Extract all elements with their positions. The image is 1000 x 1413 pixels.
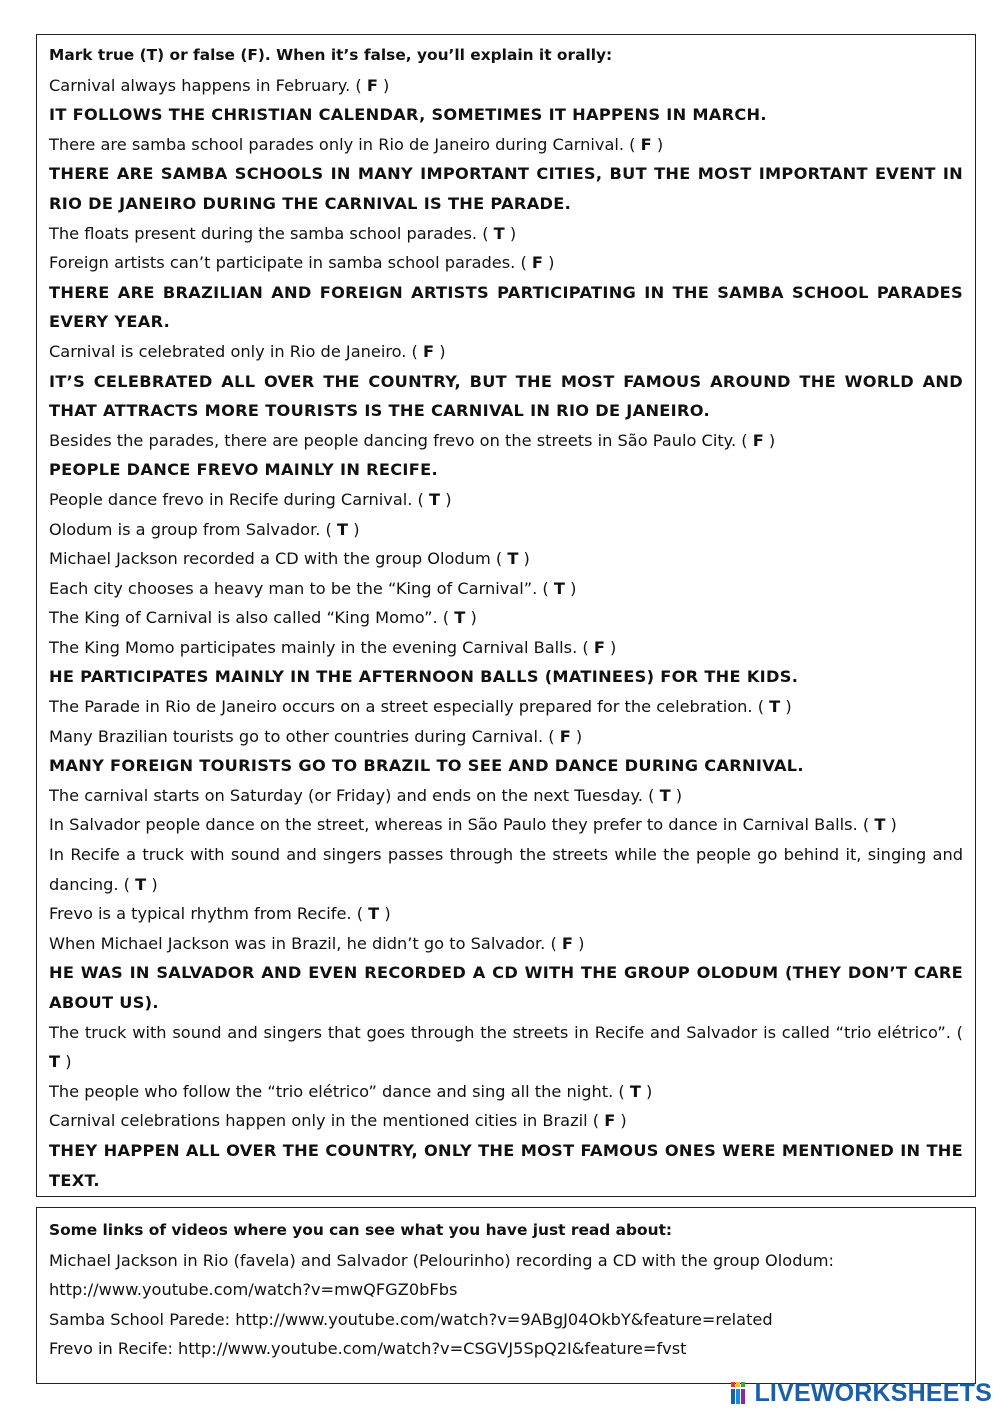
statement-20: The truck with sound and singers that goes through the streets in Recife and Salvador is called “trio elétrico”. ( T ) [49,1022,963,1072]
statement-11: The King of Carnival is also called “King Momo”. ( T ) [49,608,477,628]
answer-7[interactable]: T [429,489,441,509]
answer-15[interactable]: T [659,785,671,805]
answer-20[interactable]: T [49,1052,61,1072]
correction-12: HE PARTICIPATES MAINLY IN THE AFTERNOON BALLS (MATINEES) FOR THE KIDS. [49,667,799,687]
correction-2: THERE ARE SAMBA SCHOOLS IN MANY IMPORTANT CITIES, BUT THE MOST IMPORTANT EVENT IN RIO DE JANEIRO DURING THE CARNIVAL IS THE PARADE. [49,164,963,213]
instructions: Mark true (T) or false (F). When it’s false, you’ll explain it orally: [49,46,613,64]
answer-3[interactable]: T [493,223,505,243]
correction-1: IT FOLLOWS THE CHRISTIAN CALENDAR, SOMETIMES IT HAPPENS IN MARCH. [49,105,767,125]
answer-2[interactable]: F [640,134,652,154]
statement-7: People dance frevo in Recife during Carnival. ( T ) [49,489,452,509]
statement-9: Michael Jackson recorded a CD with the group Olodum ( T ) [49,549,530,569]
statement-19: When Michael Jackson was in Brazil, he didn’t go to Salvador. ( F ) [49,933,585,953]
video-links-box [36,1207,976,1384]
liveworksheets-logo-icon [730,1380,752,1406]
statement-5: Carnival is celebrated only in Rio de Janeiro. ( F ) [49,341,446,361]
statement-3: The floats present during the samba school parades. ( T ) [49,223,517,243]
answer-1[interactable]: F [366,75,378,95]
statement-22: Carnival celebrations happen only in the mentioned cities in Brazil ( F ) [49,1111,627,1131]
answer-5[interactable]: F [423,341,435,361]
correction-6: PEOPLE DANCE FREVO MAINLY IN RECIFE. [49,460,438,480]
statement-15: The carnival starts on Saturday (or Friday) and ends on the next Tuesday. ( T ) [49,785,683,805]
answer-18[interactable]: T [368,904,380,924]
true-false-exercise-box [36,34,976,1197]
statement-2: There are samba school parades only in Rio de Janeiro during Carnival. ( F ) [49,134,664,154]
statement-13: The Parade in Rio de Janeiro occurs on a street especially prepared for the celebration. ( T ) [49,697,792,717]
statement-16: In Salvador people dance on the street, whereas in São Paulo they prefer to dance in Carnival Balls. ( T ) [49,815,897,835]
link1-url[interactable]: http://www.youtube.com/watch?v=mwQFGZ0bFbs [49,1280,458,1300]
answer-19[interactable]: F [561,933,573,953]
statement-8: Olodum is a group from Salvador. ( T ) [49,519,360,539]
statement-14: Many Brazilian tourists go to other countries during Carnival. ( F ) [49,726,583,746]
answer-9[interactable]: T [507,549,519,569]
liveworksheets-logo [730,1379,992,1407]
statement-10: Each city chooses a heavy man to be the “King of Carnival”. ( T ) [49,578,577,598]
statement-6: Besides the parades, there are people dancing frevo on the streets in São Paulo City. ( F ) [49,430,776,450]
answer-12[interactable]: F [593,637,605,657]
answer-4[interactable]: F [531,253,543,273]
answer-6[interactable]: F [752,430,764,450]
answer-16[interactable]: T [874,815,886,835]
link1-description: Michael Jackson in Rio (favela) and Salvador (Pelourinho) recording a CD with the group Olodum: [49,1250,834,1270]
answer-21[interactable]: T [629,1081,641,1101]
links-heading: Some links of videos where you can see what you have just read about: [49,1221,673,1239]
answer-8[interactable]: T [337,519,349,539]
answer-14[interactable]: F [559,726,571,746]
link2-samba-school[interactable]: Samba School Parede: http://www.youtube.com/watch?v=9ABgJ04OkbY&feature=related [49,1309,773,1329]
answer-11[interactable]: T [454,608,466,628]
liveworksheets-logo-text: LIVEWORKSHEETS [754,1378,992,1407]
link3-frevo[interactable]: Frevo in Recife: http://www.youtube.com/watch?v=CSGVJ5SpQ2I&feature=fvst [49,1339,687,1359]
correction-22: THEY HAPPEN ALL OVER THE COUNTRY, ONLY THE MOST FAMOUS ONES WERE MENTIONED IN THE TEXT. [49,1140,963,1190]
statement-17: In Recife a truck with sound and singers passes through the streets while the people go behind it, singing and dancing. ( T ) [49,845,963,894]
answer-22[interactable]: F [604,1111,616,1131]
correction-14: MANY FOREIGN TOURISTS GO TO BRAZIL TO SEE AND DANCE DURING CARNIVAL. [49,756,804,776]
correction-5: IT’S CELEBRATED ALL OVER THE COUNTRY, BUT THE MOST FAMOUS AROUND THE WORLD AND THAT ATTRACTS MORE TOURISTS IS THE CARNIVAL IN RIO DE JANEIRO. [49,371,963,421]
statement-21: The people who follow the “trio elétrico” dance and sing all the night. ( T ) [49,1081,653,1101]
answer-13[interactable]: T [769,697,781,717]
statement-4: Foreign artists can’t participate in samba school parades. ( F ) [49,253,555,273]
answer-10[interactable]: T [553,578,565,598]
statement-12: The King Momo participates mainly in the evening Carnival Balls. ( F ) [49,637,617,657]
correction-19: HE WAS IN SALVADOR AND EVEN RECORDED A CD WITH THE GROUP OLODUM (THEY DON’T CARE ABOUT US). [49,963,963,1012]
statement-1: Carnival always happens in February. ( F ) [49,75,390,95]
correction-4: THERE ARE BRAZILIAN AND FOREIGN ARTISTS PARTICIPATING IN THE SAMBA SCHOOL PARADES EVERY YEAR. [49,282,963,332]
statement-18: Frevo is a typical rhythm from Recife. ( T ) [49,904,391,924]
answer-17[interactable]: T [135,874,147,894]
